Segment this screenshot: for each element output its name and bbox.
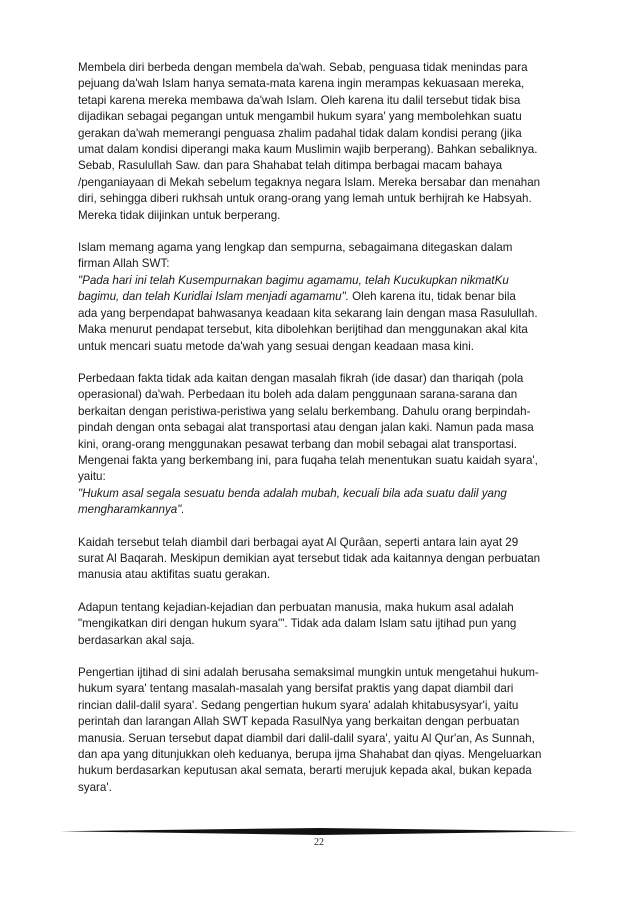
text-line <box>78 780 570 796</box>
text-line <box>78 142 570 158</box>
text-line <box>78 306 570 322</box>
text-line <box>78 551 570 567</box>
text-line <box>78 404 570 420</box>
text-line <box>78 681 570 697</box>
quote-text: mengharamkannya". <box>78 503 185 517</box>
text-line <box>78 256 570 272</box>
text-line <box>78 289 570 305</box>
text-line <box>78 158 570 174</box>
line-text: hukum syara' tentang masalah-masalah yang bersifat praktis yang dapat diambil dari <box>78 682 514 696</box>
line-text: Mereka tidak diijinkan untuk berperang. <box>78 208 281 222</box>
text-line <box>78 747 570 763</box>
text-line <box>78 175 570 191</box>
line-text: Mengenai fakta yang berkembang ini, para fuqaha telah menentukan suatu kaidah syara', <box>78 453 538 467</box>
text-line <box>78 60 570 76</box>
text-line <box>78 535 570 551</box>
text-line <box>78 437 570 453</box>
text-line <box>78 633 570 649</box>
text-line <box>78 339 570 355</box>
line-text: syara'. <box>78 780 112 794</box>
line-text: kini, orang-orang menggunakan pesawat terbang dan mobil sebagai alat transportasi. <box>78 437 517 451</box>
line-text: Kaidah tersebut telah diambil dari berbagai ayat Al Qurâan, seperti antara lain ayat 29 <box>78 535 519 549</box>
text-line <box>78 371 570 387</box>
text-line <box>78 600 570 616</box>
paragraph <box>78 600 570 649</box>
line-text: dijadikan sebagai pegangan untuk mengambil hukum syara' yang membolehkan suatu <box>78 110 522 124</box>
line-text: firman Allah SWT: <box>78 257 170 271</box>
line-text: perintah dan larangan Allah SWT kepada RasulNya yang berkaitan dengan perbuatan <box>78 715 520 729</box>
line-text: ada yang berpendapat bahwasanya keadaan kita sekarang lain dengan masa Rasulullah. <box>78 306 538 320</box>
text-line <box>78 731 570 747</box>
paragraph <box>78 535 570 584</box>
text-line <box>78 420 570 436</box>
text-line <box>78 486 570 502</box>
line-text: pindah dengan onta sebagai alat transportasi atau dengan jalan kaki. Namun pada masa <box>78 421 534 435</box>
line-text: Sebab, Rasulullah Saw. dan para Shahabat telah ditimpa berbagai macam bahaya <box>78 159 503 173</box>
line-text: surat Al Baqarah. Meskipun demikian ayat tersebut tidak ada kaitannya dengan perbuatan <box>78 551 541 565</box>
footer-divider <box>60 828 578 835</box>
line-text: /penganiayaan di Mekah sebelum tegaknya negara Islam. Mereka bersabar dan menahan <box>78 175 541 189</box>
line-text: dan apa yang ditunjukkan oleh keduanya, berupa ijma Shahabat dan qiyas. Mengeluarkan <box>78 748 542 762</box>
text-line <box>78 208 570 224</box>
text-line <box>78 126 570 142</box>
text-line <box>78 502 570 518</box>
text-line <box>78 109 570 125</box>
text-line <box>78 453 570 469</box>
line-text: "mengikatkan diri dengan hukum syara'". Tidak ada dalam Islam satu ijtihad pun yang <box>78 617 517 631</box>
text-line <box>78 698 570 714</box>
text-line <box>78 714 570 730</box>
line-text: Maka menurut pendapat tersebut, kita dibolehkan berijtihad dan menggunakan akal kita <box>78 323 528 337</box>
line-text: hukum berdasarkan keputusan akal semata, berarti merujuk kepada akal, bukan kepada <box>78 764 532 778</box>
text-line <box>78 616 570 632</box>
text-line <box>78 322 570 338</box>
text-line <box>78 387 570 403</box>
line-text: berkaitan dengan peristiwa-peristiwa yang selalu berkembang. Dahulu orang berpindah- <box>78 404 531 418</box>
quote-text: "Hukum asal segala sesuatu benda adalah mubah, kecuali bila ada suatu dalil yang <box>78 486 507 500</box>
line-text: tetapi karena mereka membawa da'wah Islam. Oleh karena itu dalil tersebut tidak bisa <box>78 93 521 107</box>
line-text: Oleh karena itu, tidak benar bila <box>348 290 516 304</box>
text-line <box>78 763 570 779</box>
text-line <box>78 567 570 583</box>
body-text <box>78 60 570 812</box>
line-text: Islam memang agama yang lengkap dan sempurna, sebagaimana ditegaskan dalam <box>78 241 513 255</box>
text-line <box>78 273 570 289</box>
quote-text: bagimu, dan telah Kuridlai Islam menjadi agamamu". <box>78 290 349 304</box>
line-text: umat dalam kondisi diperangi maka kaum Muslimin wajib berperang). Bahkan sebaliknya. <box>78 143 538 157</box>
line-text: rincian dalil-dalil syara'. Sedang pengertian hukum syara' adalah khitabusysyar'i, yaitu <box>78 698 519 712</box>
text-line <box>78 76 570 92</box>
line-text: operasional) da'wah. Perbedaan itu boleh ada dalam penggunaan sarana-sarana dan <box>78 388 518 402</box>
line-text: yaitu: <box>78 470 106 484</box>
line-text: gerakan da'wah memerangi penguasa zhalim padahal tidak dalam kondisi perang (jika <box>78 126 522 140</box>
line-text: Adapun tentang kejadian-kejadian dan perbuatan manusia, maka hukum asal adalah <box>78 600 514 614</box>
text-line <box>78 665 570 681</box>
paragraph <box>78 240 570 355</box>
line-text: manusia. Seruan tersebut dapat diambil dari dalil-dalil syara', yaitu Al Qur'an, As Sunnah, <box>78 731 535 745</box>
line-text: diri, sehingga diberi rukhsah untuk orang-orang yang lemah untuk berhijrah ke Habsyah. <box>78 192 532 206</box>
paragraph <box>78 665 570 796</box>
text-line <box>78 191 570 207</box>
paragraph <box>78 371 570 519</box>
text-line <box>78 93 570 109</box>
line-text: berdasarkan akal saja. <box>78 633 195 647</box>
text-line <box>78 469 570 485</box>
line-text: pejuang da'wah Islam hanya semata-mata karena ingin merampas kekuasaan mereka, <box>78 77 525 91</box>
line-text: Perbedaan fakta tidak ada kaitan dengan masalah fikrah (ide dasar) dan thariqah (pola <box>78 371 524 385</box>
page-number: 22 <box>314 837 324 848</box>
line-text: manusia atau aktifitas suatu gerakan. <box>78 568 271 582</box>
quote-text: "Pada hari ini telah Kusempurnakan bagimu agamamu, telah Kucukupkan nikmatKu <box>78 273 509 287</box>
line-text: untuk mencari suatu metode da'wah yang sesuai dengan keadaan masa kini. <box>78 339 475 353</box>
paragraph <box>78 60 570 224</box>
line-text: Pengertian ijtihad di sini adalah berusaha semaksimal mungkin untuk mengetahui hukum- <box>78 666 539 679</box>
line-text: Membela diri berbeda dengan membela da'wah. Sebab, penguasa tidak menindas para <box>78 61 528 74</box>
text-line <box>78 240 570 256</box>
